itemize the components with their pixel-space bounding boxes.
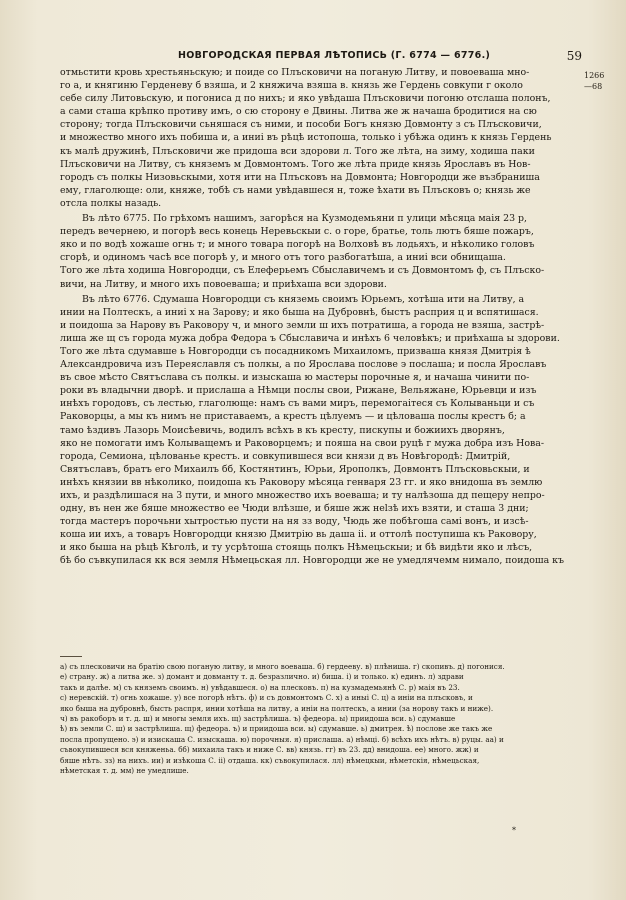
footnote-line: бяше нѣтъ. зз) на нихъ. ии) и изѣкоша С. ii) отдаша. кк) съвокупилася. лл) нѣмецкыи, нѣметскія, нѣмецьская, (60, 755, 480, 765)
text-line: Святъславъ, братъ его Михаилъ бб, Костянтинъ, Юрьи, Ярополкъ, Довмонтъ Плъсковьскыи, и (60, 463, 530, 475)
footnote-line: е) страну. ж) а литва же. з) домант и довманту т. д. безразлично. и) биша. і) и только. к) единъ. л) здрави (60, 672, 464, 682)
text-line: къ малѣ дружинѣ, Плъсковичи же придоша вси здорови л. Того же лѣта, на зиму, ходиша паки (60, 145, 535, 157)
margin-year-end: —68 (584, 82, 603, 91)
text-line: Того же лѣта ходиша Новгородци, съ Елеферьемъ Сбыславичемъ и съ Довмонтомъ ф, съ Плъско- (60, 265, 545, 277)
text-line: Въ лѣто 6775. По грѣхомъ нашимъ, загорѣся на Кузмодемьяни п улици мѣсяца маія 23 р, (82, 213, 528, 225)
text-line: Раковорцы, а мы къ нимъ не приставаемъ, а крестъ цѣлуемъ — и цѣловаша послы крестъ б; а (60, 411, 526, 423)
footnote-line: съвокупившеся вся княженьа. бб) михаила такъ и ниже С. вв) князь. гг) въ 23. дд) внидоша. ее) много. жж) и (60, 745, 479, 755)
text-line: го а, и княгиню Герденеву б взяша, и 2 княжича взяша в. князь же Гердень совкупи г около (60, 80, 523, 92)
footnote-line: нѣметская т. д. мм) не умедлише. (60, 766, 189, 776)
text-line: Александровича изъ Переяславля съ полкы, а по Ярослава послове э послаша; и посла Ярославъ (60, 359, 547, 371)
running-title: НОВГОРОДСКАЯ ПЕРВАЯ ЛѢТОПИСЬ (Г. 6774 — 6776.) (178, 50, 491, 61)
footnote-divider (60, 656, 82, 657)
text-line: роки въ владычни дворѣ. и прислаша а Нѣмци послы свои, Рижане, Вельяжане, Юрьевци и изъ (60, 385, 537, 397)
text-line: города, Семиона, цѣлованье крестъ. и совкупившеся вси князи д въ Новѣгородѣ: Дмитрій, (60, 450, 511, 462)
page-header (60, 50, 580, 66)
footnote-line: ч) въ ракоборъ и т. д. ш) и многы земля ихъ. щ) застрѣлиша. ъ) федеора. ы) приидоша вси. ь) сдумавше (60, 714, 456, 724)
footnote-line: такъ и далѣе. м) съ княземъ своимъ. н) увѣдавшеся. о) на плесковъ. п) на кузмадемьянѣ С. р) маія въ 23. (60, 682, 460, 692)
footnotes (60, 662, 580, 776)
text-line: а сами сташа крѣпко противу имъ, о сю сторону е Двины. Литва же ж начаша бродитися на сю (60, 106, 537, 118)
footnote-line: а) съ плесковичи на братію свою поганую литву, и много воеваша. б) гердееву. в) плѣниша. г) скопивъ. д) погонися. (60, 662, 505, 671)
text-line: тогда мастеръ порочьни хытростью пусти на ня зз воду, Чюдь же побѣгоша самі вонъ, и изсѣ- (60, 516, 529, 528)
text-line: бѣ бо съвкупилася кк вся земля Нѣмецьская лл. Новгородци же не умедлячемм нимало, поидоша къ (60, 555, 564, 567)
text-line: лиша же щ съ города мужа добра Федора ъ Сбыславича и инѣхъ 6 человѣкъ; и приѣхаша ы здорови. (60, 332, 560, 344)
text-line: и поидоша за Нарову въ Раковору ч, и много земли ш ихъ потратиша, а города не взяша, застрѣ- (60, 319, 545, 331)
text-line: сторону; тогда Плъсковичи сьняшася съ ними, и пособи Богъ князю Довмонту з съ Плъсковичи, (60, 119, 542, 131)
footnote-line: посла пропущено. э) и изискаша С. изыскаша. ю) порочныя. я) прислаша. а) нѣмці. б) всѣхъ ихъ нѣтъ. в) руцы. аа) и (60, 734, 504, 744)
text-line: инѣхъ князии вв нѣколико, поидоша къ Раковору мѣсяца генваря 23 гг. и яко внидоша въ землю (60, 476, 543, 488)
text-line: ему, глаголюще: оли, княже, тобѣ съ нами увѣдавшеся н, тоже ѣхати въ Плъсковъ о; князь же (60, 184, 531, 196)
text-line: инѣхъ городовъ, съ лестью, глаголюще: намъ съ вами миръ, перемогаітеся съ Колываньци и съ (60, 398, 535, 410)
text-line: коша ии ихъ, а товаръ Новгородци князю Дмитрію вь даша ii. и оттолѣ поступиша къ Раковору, (60, 529, 537, 541)
paragraph-2 (60, 212, 580, 291)
footnote-line: ѣ) въ земли С. ш) и застрѣлиша. щ) федеора. ъ) и приидоша вси. ы) сдумавше. ь) дмитрея. ѣ) послове же такъ же (60, 724, 493, 734)
text-line: передъ вечернею, и погорѣ весь конець Неревьскыи с. о горе, братье, толь лютъ бяше пожаръ, (60, 226, 534, 238)
chronicle-text (60, 66, 580, 568)
ornament-asterisk-icon: * (512, 826, 516, 835)
text-line: вичи, на Литву, и много ихъ повоеваша; и приѣхаша вси здорови. (60, 278, 387, 290)
text-line: и яко быша на рѣцѣ Кѣголѣ, и ту усрѣтоша стоящь полкъ Нѣмецьскыи; и бѣ видѣти яко и лѣсъ, (60, 542, 533, 554)
text-line: городъ съ полкы Низовьскыми, хотя ити на Плъсковъ на Довмонта; Новгородци же възбраниша (60, 171, 540, 183)
text-line: и множество много ихъ побиша и, а иниі въ рѣцѣ истопоша, только і убѣжа одинъ к князь Гердень (60, 132, 552, 144)
text-line: Того же лѣта сдумавше ь Новгородци съ посадникомъ Михаиломъ, призваша князя Дмитрія ѣ (60, 345, 531, 357)
text-line: сгорѣ, и одиномъ часѣ все погорѣ у, и много отъ того разбогатѣша, а иниі вси обнищаша. (60, 252, 506, 264)
footnote-line: с) неревскій. т) огнь хожаше. у) все погорѣ нѣтъ. ф) и съ довмонтомъ С. х) а иныі С. ц) а иніи на плъсковъ, и (60, 693, 473, 703)
paragraph-1 (60, 66, 580, 210)
text-line: отсла полкы назадь. (60, 197, 162, 209)
margin-year-range (584, 70, 604, 92)
page-number: 59 (566, 49, 582, 63)
margin-year-start: 1266 (584, 71, 605, 80)
text-line: въ свое мѣсто Святъслава съ полкы. и изыскаша ю мастеры порочные я, и начаша чинити по- (60, 372, 530, 384)
text-line: ихъ, и раздѣлишася на 3 пути, и много множество ихъ воеваша; и ту налѣзоша дд пещеру непро- (60, 490, 545, 501)
footnote-line: яко быша на дубровнѣ, бысть распря, инии хотѣша на литву, а иніи на полтескъ, а инии (за норову такъ и ниже). (60, 703, 494, 713)
text-line: себе силу Литовьскую, и погониса д по нихъ; и яко увѣдаша Плъсковичи погоню отслаша полонъ, (60, 93, 551, 105)
text-line: Плъсковичи на Литву, съ княземъ м Довмонтомъ. Того же лѣта приде князь Ярославъ въ Нов- (60, 158, 531, 170)
text-line: инии на Полтескъ, а иниі х на Зарову; и яко быша на Дубровнѣ, быстъ расприя ц и вспятишася. (60, 306, 539, 318)
text-line: яко не помогати имъ Колыващемъ и Раковорцемъ; и пояша на свои руцѣ г мужа добра изъ Нова- (60, 437, 545, 449)
text-line: отмьстити кровь хрестьяньскую; и поиде со Плъсковичи на поганую Литву, и повоеваша мно- (60, 67, 530, 78)
text-line: яко и по водѣ хожаше огнь т; и много товара погорѣ на Волховѣ въ лодьяхъ, и нѣколико головъ (60, 239, 535, 251)
text-line: тамо ѣздивъ Лазорь Моисѣевичь, водилъ всѣхъ в къ кресту, пискупы и божиихъ дворянъ, (60, 424, 505, 436)
text-line: Въ лѣто 6776. Сдумаша Новгородци съ княземь своимъ Юрьемъ, хотѣша ити на Литву, а (82, 293, 525, 305)
text-line: одну, въ нен же бяше множество ее Чюди влѣзше, и бяше жж неlзѣ ихъ взяти, и сташа 3 дни; (60, 503, 529, 515)
paragraph-3 (60, 293, 580, 568)
